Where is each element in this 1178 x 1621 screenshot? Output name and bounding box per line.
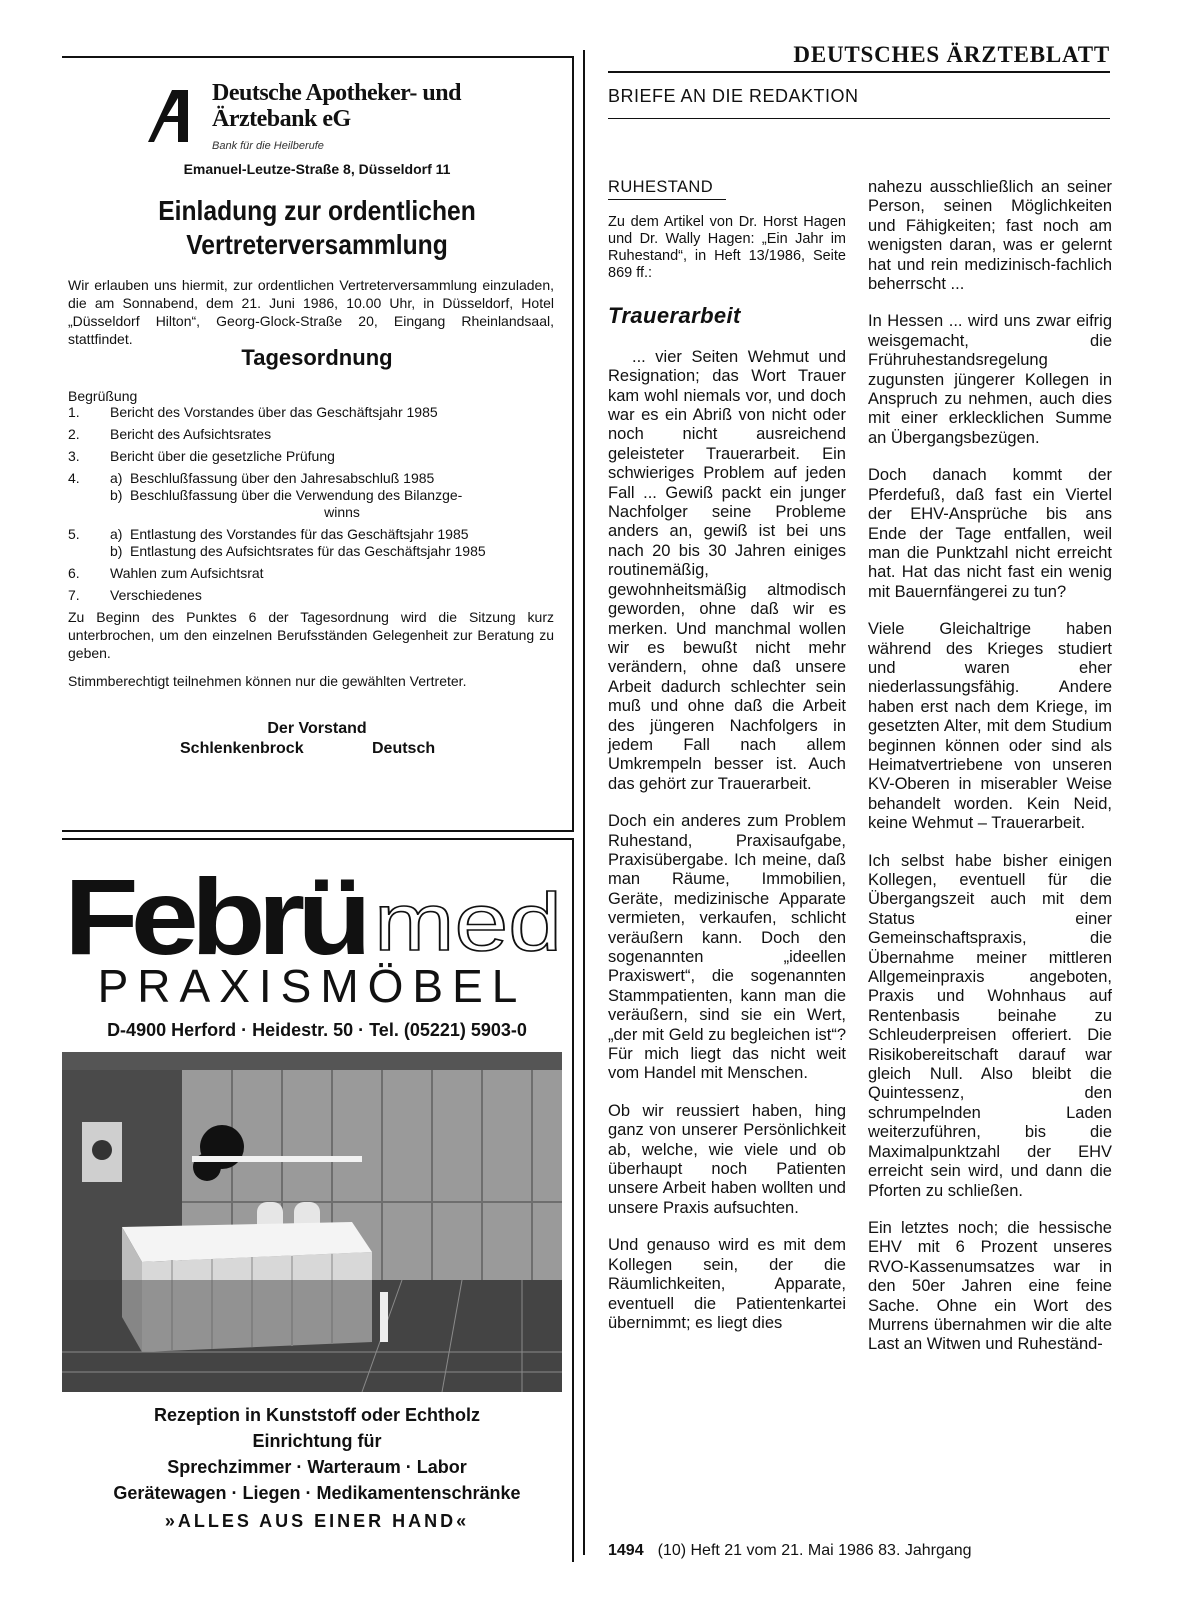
agenda-item: 7. Verschiedenes	[68, 587, 202, 603]
febru-subtitle: PRAXISMÖBEL	[97, 960, 527, 1012]
bank-name: Deutsche Apotheker- und Ärztebank eG	[212, 80, 461, 132]
furniture-advertisement	[62, 838, 574, 1562]
article-paragraph: Ob wir reussiert haben, hing ganz von unserer Persönlichkeit ab, welche, wie viele und ob überhaupt noch Patienten unsere Arbeit haben wollten und unsere Praxis aufsuchten.	[608, 1101, 846, 1217]
agenda-item: 1. Bericht des Vorstandes über das Geschäftsjahr 1985	[68, 404, 438, 420]
bank-tagline: Bank für die Heilberufe	[212, 140, 324, 152]
page-footer	[608, 1542, 972, 1560]
bank-logo-icon	[148, 90, 188, 142]
article-paragraph: Viele Gleichaltrige haben während des Krieges studiert und waren eher niederlassungsfähig. Andere haben erst nach dem Kriege, im gesetzten Alter, mit dem Studium beginnen können oder sind als Heimatvertriebene von unseren KV-Oberen in miserabler Weise behandelt worden. Kein Neid, keine Wehmut – Trauerarbeit.	[868, 620, 1112, 833]
signature-name: Deutsch	[372, 740, 436, 757]
bank-address: Emanuel-Leutze-Straße 8, Düsseldorf 11	[183, 161, 451, 177]
article-column-1	[608, 178, 846, 1351]
reception-desk-photo-icon	[62, 1052, 562, 1392]
article-headline: Trauerarbeit	[608, 303, 741, 329]
invitation-title: Einladung zur ordentlichen Vertreterversammlung	[158, 195, 476, 260]
article-paragraph: Und genauso wird es mit dem Kollegen sein, der die Räumlichkeiten, Apparate, eventuell die Patientenkartei übernimmt; es liegt dies	[608, 1236, 846, 1332]
article-paragraph: Ein letztes noch; die hessische EHV mit 6 Prozent unseres RVO-Kassenumsatzes war in den 50er Jahren eine feine Sache. Ohne ein Wort des Murrens übernahmen wir die alte Last an Witwen und Ruheständ-	[868, 1218, 1112, 1354]
bank-advertisement	[62, 56, 574, 832]
febru-line: Gerätewagen · Liegen · Medikamentenschränke	[113, 1483, 521, 1503]
agenda-list	[68, 404, 554, 609]
agenda-item: 3. Bericht über die gesetzliche Prüfung	[68, 448, 335, 464]
febru-line: Rezeption in Kunststoff oder Echtholz	[154, 1405, 480, 1425]
topic-rule	[608, 199, 726, 200]
meeting-note: Zu Beginn des Punktes 6 der Tagesordnung wird die Sitzung kurz unterbrochen, um den einzelnen Berufsständen Gelegenheit zur Beratung zu geben.	[68, 609, 554, 661]
agenda-intro: Begrüßung	[68, 388, 138, 404]
agenda-title: Tagesordnung	[241, 345, 393, 370]
article-paragraph: In Hessen ... wird uns zwar eifrig weisgemacht, die Frühruhestandsregelung zugunsten jüngerer Kollegen in Anspruch zu nehmen, auch dies mit einer erklecklichen Summe an Übergangsbezügen.	[868, 312, 1112, 447]
article-paragraph: nahezu ausschließlich an seiner Person, seinen Möglichkeiten und Fähigkeiten; fast noch am wenigsten daran, was er gelernt hat und rein medizinisch-fachlich beherrscht ...	[868, 178, 1112, 294]
febru-logo	[62, 846, 572, 966]
febru-address: D-4900 Herford · Heidestr. 50 · Tel. (05221) 5903-0	[107, 1020, 527, 1040]
section-title: BRIEFE AN DIE REDAKTION	[608, 86, 859, 106]
section-rule	[608, 118, 1110, 119]
article-column-2	[868, 178, 1112, 1373]
agenda-item: 5. a) Entlastung des Vorstandes für das Geschäftsjahr 1985 b) Entlastung des Aufsichtsrates für das Geschäftsjahr 1985	[68, 526, 486, 559]
agenda-item: 2. Bericht des Aufsichtsrates	[68, 426, 272, 442]
article-intro: Zu dem Artikel von Dr. Horst Hagen und Dr. Wally Hagen: „Ein Jahr im Ruhestand“, in Heft 13/1986, Seite 869 ff.:	[608, 214, 846, 282]
signature-title: Der Vorstand	[267, 720, 367, 737]
column-divider	[583, 50, 585, 1555]
svg-text:Febrü: Febrü	[64, 856, 365, 966]
masthead: DEUTSCHES ÄRZTEBLATT	[793, 42, 1110, 67]
agenda-item: 4. a) Beschlußfassung über den Jahresabschluß 1985 b) Beschlußfassung über die Verwendung des Bilanzge- winns	[68, 470, 463, 520]
agenda-item: 6. Wahlen zum Aufsichtsrat	[68, 565, 264, 581]
febru-slogan: »ALLES AUS EINER HAND«	[164, 1511, 470, 1531]
svg-text:med: med	[374, 877, 562, 966]
issue-info: (10) Heft 21 vom 21. Mai 1986 83. Jahrgang	[657, 1542, 972, 1559]
febru-line: Einrichtung für	[252, 1431, 382, 1451]
voting-note: Stimmberechtigt teilnehmen können nur die gewählten Vertreter.	[68, 673, 467, 689]
page-number: 1494	[608, 1542, 644, 1559]
article-paragraph: Doch ein anderes zum Problem Ruhestand, Praxisaufgabe, Praxisübergabe. Ich meine, daß man Räume, Immobilien, Geräte, medizinische Apparate vermieten, verkaufen, schlicht veräußern kann. Doch den sogenannten „ideellen Praxiswert“, die sogenannten Stammpatienten, kann man die veräußern, sind sie ein Wert, „der mit Geld zu begleichen ist“? Für mich liegt das nicht weit vom Handel mit Menschen.	[608, 812, 846, 1083]
article-topic: RUHESTAND	[608, 178, 714, 196]
febru-line: Sprechzimmer · Warteraum · Labor	[167, 1457, 467, 1477]
signature-name: Schlenkenbrock	[180, 740, 304, 757]
article-paragraph: ... vier Seiten Wehmut und Resignation; das Wort Trauer kam wohl niemals vor, und doch war es ein Abriß von nicht oder noch nicht ausreichend geleisteter Trauerarbeit. Ein schwieriges Problem auf jeden Fall ... Gewiß packt ein junger Nachfolger seine Probleme anders an, gewiß ist bei uns nach 20 bis 30 Jahren einiges routinemäßig, gewohnheitsmäßig altmodisch geworden, ohne daß wir es merken. Und manchmal wollen wir es bewußt nicht mehr verändern, ohne daß unsere Arbeit dadurch schlechter sein muß und ohne daß die Arbeit des jüngeren Nachfolgers in jedem Fall nach allem Umkrempeln besser ist. Auch das gehört zur Trauerarbeit.	[608, 347, 846, 793]
masthead-rule	[608, 71, 1110, 73]
article-paragraph: Ich selbst habe bisher einigen Kollegen, eventuell für die Übergangszeit auch mit dem Status einer Gemeinschaftspraxis, die Übernahme meiner mittleren Allgemeinpraxis angeboten, Praxis und Wohnhaus auf Rentenbasis beinahe zu Schleuderpreisen offeriert. Die Risikobereitschaft darauf war gleich Null. Also bleibt die Quintessenz, den schrumpelnden Laden weiterzuführen, bis die Maximalpunktzahl der EHV erreicht sein wird, und dann die Pforten zu schließen.	[868, 851, 1112, 1200]
article-paragraph: Doch danach kommt der Pferdefuß, daß fast ein Viertel der EHV-Ansprüche bis ans Ende der Tage entfallen, weil man die Punktzahl nicht erreicht hat. Hat das nicht fast ein wenig mit Bauernfängerei zu tun?	[868, 466, 1112, 601]
invitation-text: Wir erlauben uns hiermit, zur ordentlichen Vertreterversammlung einzuladen, die am Sonnabend, dem 21. Juni 1986, 10.00 Uhr, in Düsseldorf, Hotel „Düsseldorf Hilton“, Georg-Glock-Straße 20, Eingang Rheinlandsaal, stattfindet.	[68, 277, 554, 347]
